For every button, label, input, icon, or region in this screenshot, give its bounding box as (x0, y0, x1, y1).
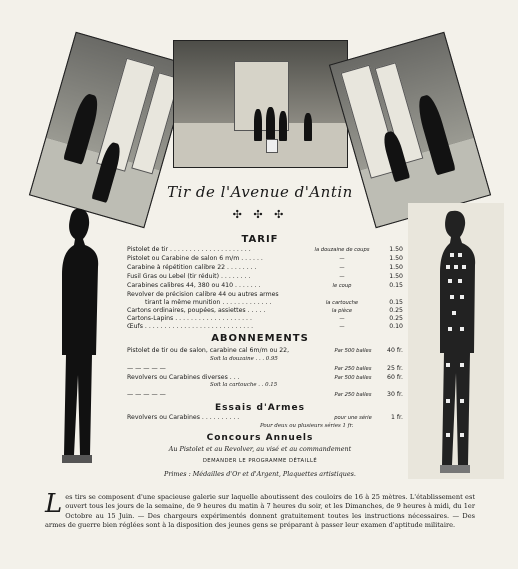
ornament: ✣ ✣ ✣ (232, 208, 288, 221)
tarif-row: Pistolet de tir . . . . . . . . . . . . . . . . . . . . . la douzaine de coups 1.50 (127, 246, 403, 253)
essais-heading: Essais d'Armes (215, 403, 305, 413)
drop-cap: L (45, 489, 63, 519)
essais-sub: Pour deux ou plusieurs séries 1 fr. (260, 423, 354, 429)
page-title: Tir de l'Avenue d'Antin (167, 183, 353, 201)
concours-heading: Concours Annuels (206, 433, 314, 443)
abonnement-sub: Soit la cartouche . . 0.15 (210, 382, 278, 388)
concours-line: Au Pistolet et au Revolver, au visé et au commandement (168, 445, 352, 453)
concours-programme: DEMANDER LE PROGRAMME DÉTAILLÉ (202, 458, 318, 464)
tarif-row: Cartons-Lapins . . . . . . . . . . . . . . . . . . . . — 0.25 (127, 315, 403, 322)
tarif-row: Revolver de précision calibre 44 ou autres armes (127, 291, 279, 298)
abonnement-row: — — — — — Par 250 balles 25 fr. (127, 365, 403, 372)
tarif-row: Œufs . . . . . . . . . . . . . . . . . . . . . . . . . . . . — 0.10 (127, 323, 403, 330)
tarif-row: tirant la même munition . . . . . . . . . . . . . la cartouche 0.15 (145, 299, 403, 306)
essais-row: Revolvers ou Carabines . . . . . . . . . . pour une série 1 fr. (127, 414, 403, 421)
abonnements-heading: ABONNEMENTS (211, 333, 309, 344)
tarif-row: Carabines calibres 44, 380 ou 410 . . . . . . . le coup 0.15 (127, 282, 403, 289)
concours-primes: Primes : Médailles d'Or et d'Argent, Plaquettes artistiques. (164, 470, 356, 478)
tarif-row: Fusil Gras ou Lebel (tir réduit) . . . . . . . . — 1.50 (127, 273, 403, 280)
tarif-heading: TARIF (241, 234, 279, 245)
silhouette-target-left (52, 205, 110, 465)
abonnement-sub: Soit la douzaine . . . 0.95 (210, 356, 278, 362)
tarif-row: Cartons ordinaires, poupées, assiettes . . . . . la pièce 0.25 (127, 307, 403, 314)
abonnement-row: Revolvers ou Carabines diverses . . . Par 500 balles 60 fr. (127, 374, 403, 381)
abonnement-row: — — — — — Par 250 balles 30 fr. (127, 391, 403, 398)
paragraph-text: es tirs se composent d'une spacieuse galerie sur laquelle aboutissent des couloirs de 16 à 25 mètres. L'établissement est ouvert tous les jours de la semaine, de 9 heures du matin à 7 heures du soir, et les Dimanches, de 9 heures à midi, du 1er Octobre au 15 Juin. — Des chargeurs expérimentés donnent gratuitement toutes les instructions nécessaires. — Des armes de guerre bien réglées sont à la disposition des jeunes gens se préparant à passer leur examen d'aptitude militaire. (45, 493, 475, 530)
silhouette-target-right (408, 203, 504, 479)
tarif-row: Pistolet ou Carabine de salon 6 m/m . . . . . . — 1.50 (127, 255, 403, 262)
info-paragraph (45, 489, 475, 531)
photo-center-hall (173, 40, 348, 168)
abonnement-row: Pistolet de tir ou de salon, carabine cal 6m/m ou 22, Par 500 balles 40 fr. (127, 347, 403, 354)
tarif-row: Carabine à répétition calibre 22 . . . . . . . . — 1.50 (127, 264, 403, 271)
